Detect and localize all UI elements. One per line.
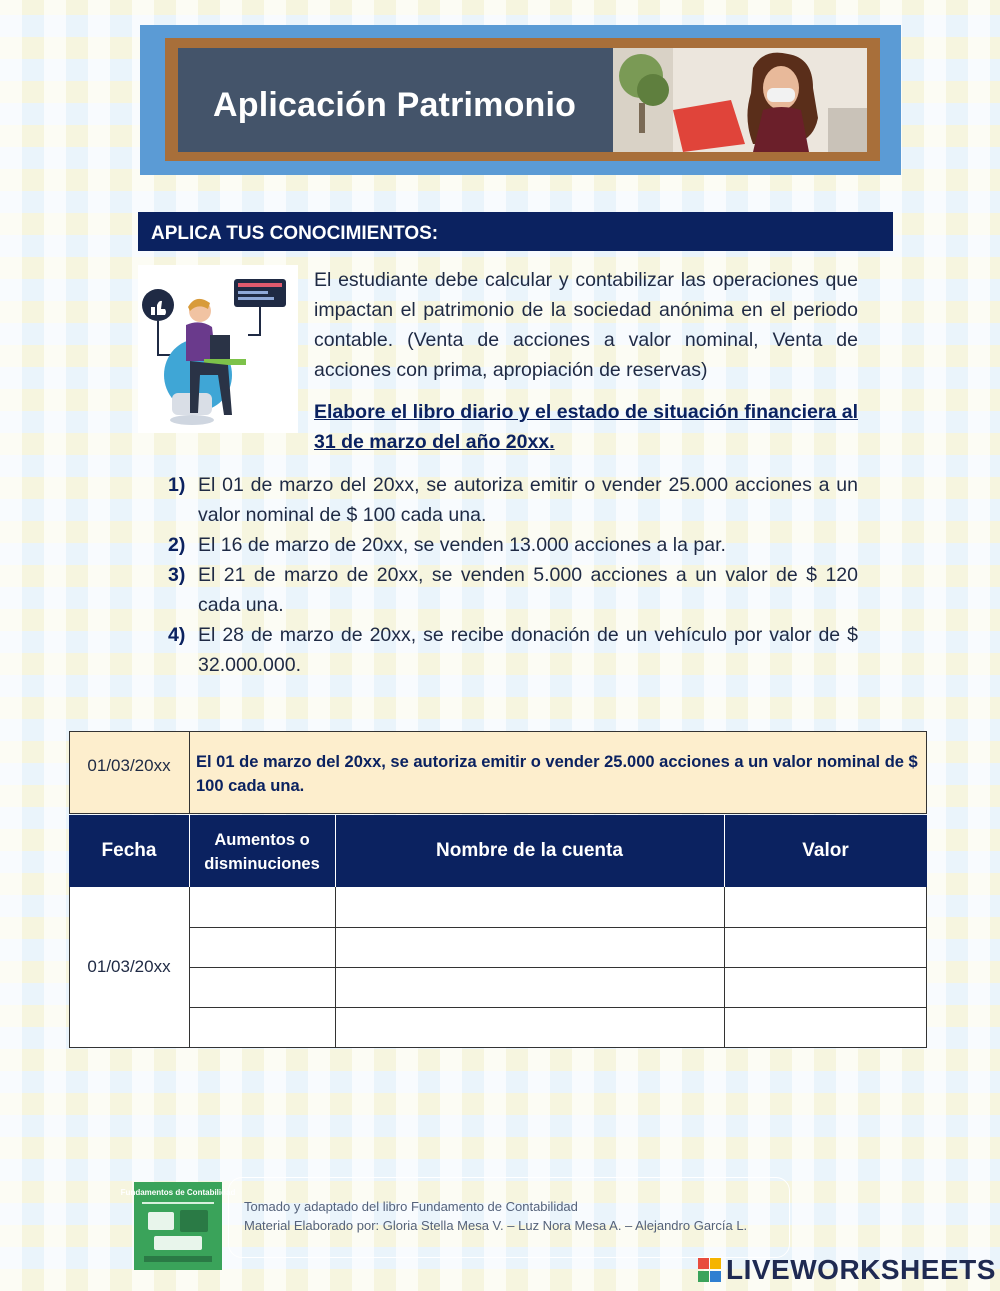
operation-number: 1) [168, 474, 186, 496]
valor-input[interactable] [726, 929, 925, 966]
liveworksheets-brand: LIVEWORKSHEETS [726, 1254, 996, 1285]
valor-input[interactable] [726, 889, 925, 926]
cuenta-input[interactable] [337, 969, 723, 1006]
footer-authors-text: Material Elaborado por: Gloria Stella Mesa V. – Luz Nora Mesa A. – Alejandro García L. [244, 1218, 748, 1233]
aumento-input[interactable] [191, 1009, 334, 1046]
divider [189, 927, 927, 928]
divider [189, 1007, 927, 1008]
instruction-text: Elabore el libro diario y el estado de situación financiera al 31 de marzo del año 20xx. [314, 401, 859, 453]
page-title: Aplicación Patrimonio [213, 86, 577, 124]
operation-text: El 21 de marzo de 20xx, se venden 5.000 acciones a un valor de $ 120 cada una. [198, 564, 858, 616]
ledger-description-date: 01/03/20xx [87, 756, 171, 775]
operation-text: El 16 de marzo de 20xx, se venden 13.000 acciones a la par. [198, 534, 726, 556]
ledger-entry-date: 01/03/20xx [87, 957, 171, 976]
operation-item [168, 560, 858, 620]
operation-item [168, 620, 858, 680]
header-photo [613, 48, 867, 152]
header-nombre-cuenta: Nombre de la cuenta [436, 840, 623, 861]
book-cover-title: Fundamentos de Contabilidad [120, 1188, 236, 1197]
book-cover-image [120, 1182, 236, 1270]
operation-number: 3) [168, 564, 186, 586]
section-title: APLICA TUS CONOCIMIENTOS: [151, 223, 439, 244]
operation-number: 4) [168, 624, 186, 646]
divider [189, 967, 927, 968]
header-aumentos: Aumentos o disminuciones [204, 831, 320, 873]
cuenta-input[interactable] [337, 1009, 723, 1046]
valor-input[interactable] [726, 969, 925, 1006]
divider [189, 731, 190, 814]
operation-number: 2) [168, 534, 186, 556]
divider [189, 815, 190, 887]
header-fecha: Fecha [101, 840, 157, 861]
aumento-input[interactable] [191, 929, 334, 966]
valor-input[interactable] [726, 1009, 925, 1046]
header-valor: Valor [802, 840, 849, 861]
aumento-input[interactable] [191, 969, 334, 1006]
footer-source-text: Tomado y adaptado del libro Fundamento de Contabilidad [244, 1199, 578, 1214]
cuenta-input[interactable] [337, 929, 723, 966]
operation-item [168, 530, 858, 560]
operation-item [168, 470, 858, 530]
cuenta-input[interactable] [337, 889, 723, 926]
student-illustration [138, 265, 298, 433]
liveworksheets-logo-icon [698, 1256, 722, 1284]
operation-text: El 28 de marzo de 20xx, se recibe donación de un vehículo por valor de $ 32.000.000. [198, 624, 858, 676]
aumento-input[interactable] [191, 889, 334, 926]
operation-text: El 01 de marzo del 20xx, se autoriza emitir o vender 25.000 acciones a un valor nominal de $ 100 cada una. [198, 474, 858, 526]
intro-paragraph: El estudiante debe calcular y contabilizar las operaciones que impactan el patrimonio de la sociedad anónima en el periodo contable. (Venta de acciones a valor nominal, Venta de acciones con prima, apropiación de reservas) [314, 269, 858, 381]
ledger-description-text: El 01 de marzo del 20xx, se autoriza emitir o vender 25.000 acciones a un valor nominal de $ 100 cada una. [196, 753, 918, 795]
